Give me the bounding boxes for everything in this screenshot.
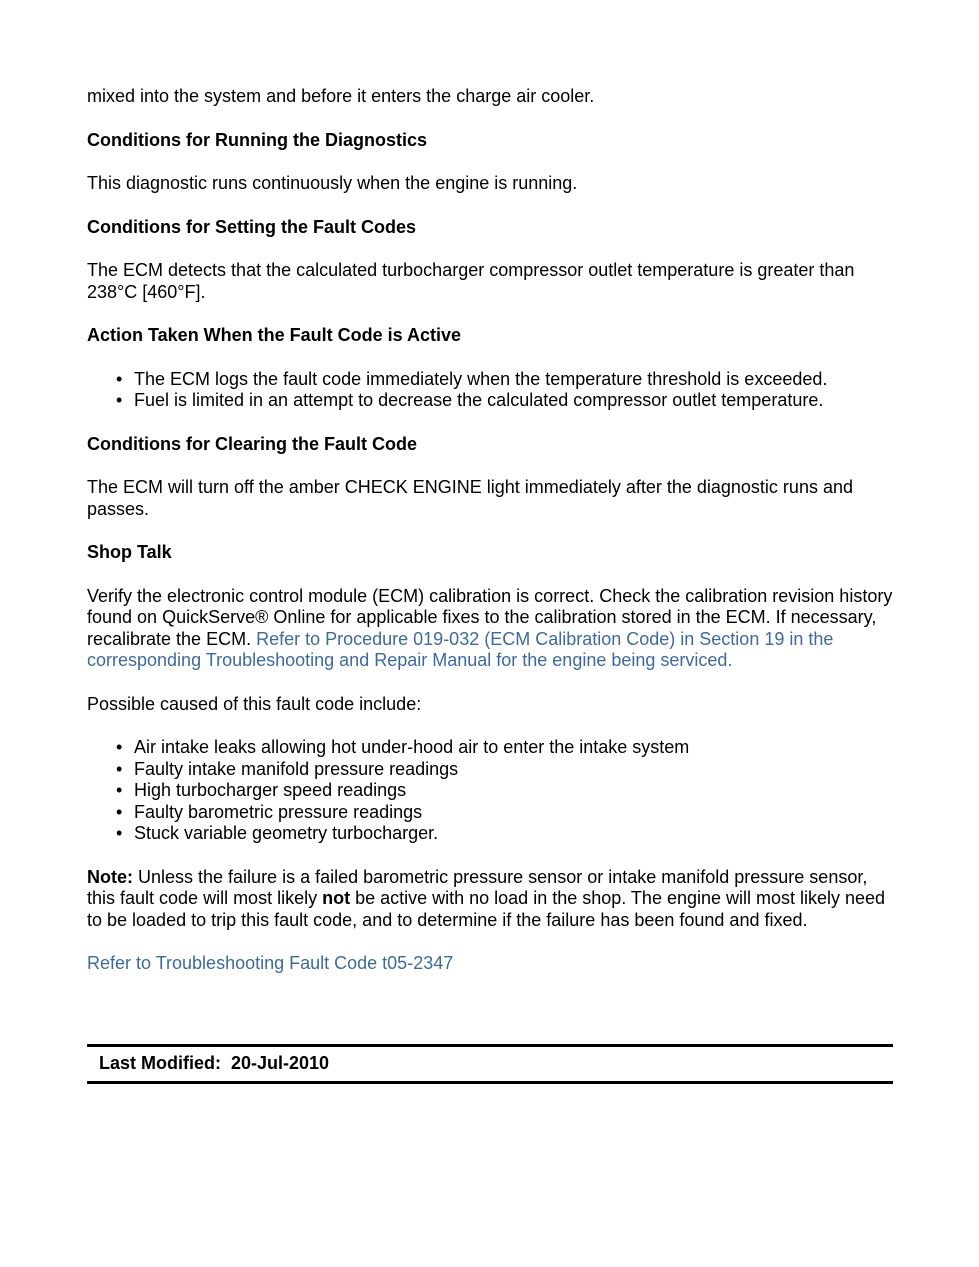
shop-talk-text — [87, 586, 897, 672]
note-paragraph — [87, 867, 897, 932]
clearing-fault-code-text: The ECM will turn off the amber CHECK ENGINE light immediately after the diagnostic runs and passes. — [87, 477, 853, 519]
heading-action-taken: Action Taken When the Fault Code is Active — [87, 325, 462, 345]
list-item: • High turbocharger speed readings — [134, 780, 897, 802]
possible-causes-intro: Possible caused of this fault code include: — [87, 693, 422, 714]
intro-fragment: mixed into the system and before it enters the charge air cooler. — [87, 86, 595, 106]
heading-shop-talk: Shop Talk — [87, 542, 172, 562]
shop-talk-body: Verify the electronic control module (ECM) calibration is correct. Check the calibration revision history found on QuickServe® Online for applicable fixes to the calibration stored in the ECM. If necessary, recalibrate the ECM. — [87, 585, 893, 649]
refer-paragraph — [87, 953, 897, 975]
list-item: • Air intake leaks allowing hot under-hood air to enter the intake system — [134, 737, 897, 759]
note-emphasis: not — [322, 888, 351, 908]
possible-causes-list — [87, 737, 897, 845]
procedure-019-032-link[interactable]: Refer to Procedure 019-032 (ECM Calibration Code) in Section 19 in the corresponding Troubleshooting and Repair Manual for the engine being serviced. — [87, 628, 834, 670]
fault-code-t05-2347-link[interactable]: Refer to Troubleshooting Fault Code t05-2347 — [87, 953, 454, 973]
heading-running-diagnostics: Conditions for Running the Diagnostics — [87, 129, 427, 150]
last-modified-bar — [87, 1044, 893, 1084]
last-modified-text: Last Modified: 20-Jul-2010 — [99, 1053, 330, 1073]
list-item: • Faulty intake manifold pressure readings — [134, 759, 897, 781]
heading-setting-fault-codes: Conditions for Setting the Fault Codes — [87, 216, 416, 237]
running-diagnostics-text: This diagnostic runs continuously when the engine is running. — [87, 173, 578, 193]
note-label: Note: — [87, 866, 133, 887]
list-item: • Fuel is limited in an attempt to decrease the calculated compressor outlet temperature. — [134, 390, 897, 412]
list-item: • Stuck variable geometry turbocharger. — [134, 823, 897, 845]
setting-fault-codes-text: The ECM detects that the calculated turbocharger compressor outlet temperature is greater than 238°C [460°F]. — [87, 260, 855, 302]
heading-clearing-fault-code: Conditions for Clearing the Fault Code — [87, 433, 417, 454]
note-text-2: be active with no load in the shop. The engine will most likely need to be loaded to trip this fault code, and to determine if the failure has been found and fixed. — [87, 888, 886, 930]
list-item: • Faulty barometric pressure readings — [134, 802, 897, 824]
note-text-1: Unless the failure is a failed barometric pressure sensor or intake manifold pressure sensor, this fault code will most likely — [87, 866, 868, 908]
document-content — [87, 86, 897, 997]
list-item: • The ECM logs the fault code immediately when the temperature threshold is exceeded. — [134, 369, 897, 391]
action-taken-list — [87, 369, 897, 412]
